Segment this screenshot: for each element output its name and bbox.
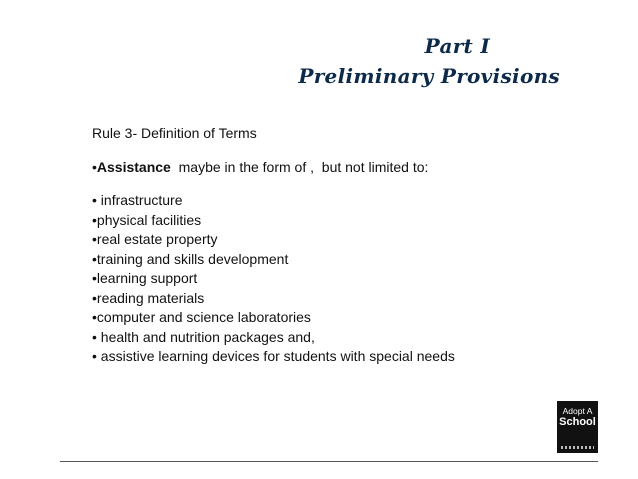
slide-title-part: Part I <box>424 34 490 58</box>
list-item: • infrastructure <box>92 192 183 208</box>
assistance-term: Assistance <box>96 158 171 175</box>
rule-heading: Rule 3- Definition of Terms <box>92 125 257 141</box>
footer-divider <box>60 461 598 462</box>
list-item: •reading materials <box>92 289 205 306</box>
assistance-definition <box>92 158 455 178</box>
logo-text-line2: School <box>559 416 596 428</box>
adopt-a-school-logo <box>557 401 598 453</box>
list-item: • assistive learning devices for students with special needs <box>92 348 455 364</box>
list-item: • health and nutrition packages and, <box>92 328 315 345</box>
slide-body <box>92 124 455 367</box>
logo-text-line1: Adopt A <box>562 406 593 416</box>
list-item: •physical facilities <box>92 211 202 228</box>
slide-title-subtitle: Preliminary Provisions <box>298 64 560 88</box>
assistance-text: maybe in the form of , but not limited to: <box>170 158 429 175</box>
list-item: •training and skills development <box>92 250 289 267</box>
list-item: •computer and science laboratories <box>92 309 311 325</box>
list-item: •real estate property <box>92 231 218 247</box>
list-item: •learning support <box>92 270 198 286</box>
logo-tagline-mark <box>561 446 594 449</box>
bullet-mark: • <box>92 158 97 175</box>
